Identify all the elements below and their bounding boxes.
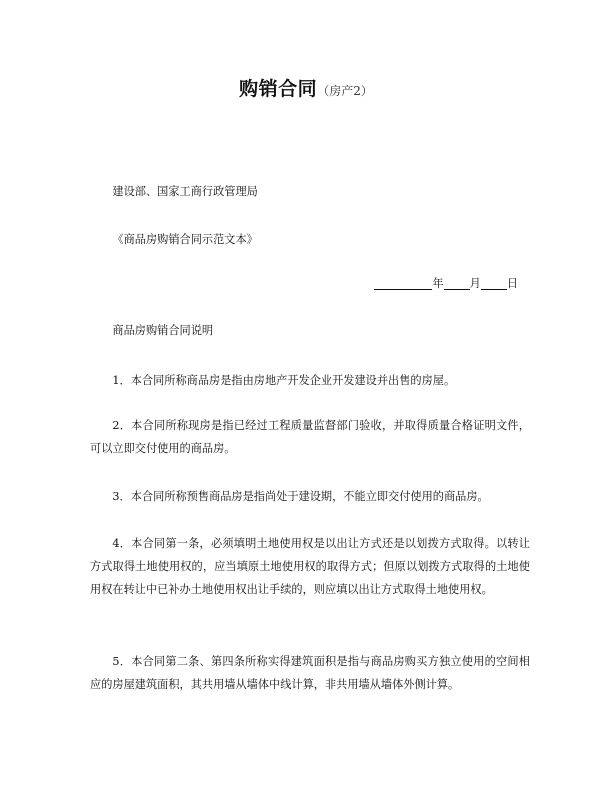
year-label: 年 [432, 277, 444, 290]
title-subtitle: （房产2） [317, 84, 373, 98]
month-label: 月 [469, 277, 481, 290]
day-blank [481, 276, 507, 290]
date-line [90, 275, 518, 291]
book-title-line: 《商品房购销合同示范文本》 [112, 233, 258, 246]
issuer-line: 建设部、国家工商行政管理局 [112, 185, 258, 198]
title-main: 购销合同 [239, 78, 318, 100]
day-label: 日 [506, 277, 518, 290]
document-title [0, 74, 612, 101]
month-blank [444, 276, 470, 290]
clause-3: 3．本合同所称预售商品房是指尚处于建设期，不能立即交付使用的商品房。 [112, 490, 489, 503]
year-blank [374, 276, 432, 290]
section-heading: 商品房购销合同说明 [112, 324, 214, 337]
clause-2: 2．本合同所称现房是指已经过工程质量监督部门验收，并取得质量合格证明文件，可以立即交付使用的商品房。 [90, 419, 530, 455]
clause-5: 5．本合同第二条、第四条所称实得建筑面积是指与商品房购买方独立使用的空间相应的房屋建筑面积，其共用墙从墙体中线计算，非共用墙从墙体外侧计算。 [90, 655, 530, 691]
clause-4: 4．本合同第一条，必须填明土地使用权是以出让方式还是以划拨方式取得。以转让方式取得土地使用权的，应当填原土地使用权的取得方式；但原以划拨方式取得的土地使用权在转让中已补办土地使用权出让手续的，则应填以出让方式取得土地使用权。 [90, 537, 530, 596]
clause-1: 1．本合同所称商品房是指由房地产开发企业开发建设并出售的房屋。 [112, 374, 456, 387]
